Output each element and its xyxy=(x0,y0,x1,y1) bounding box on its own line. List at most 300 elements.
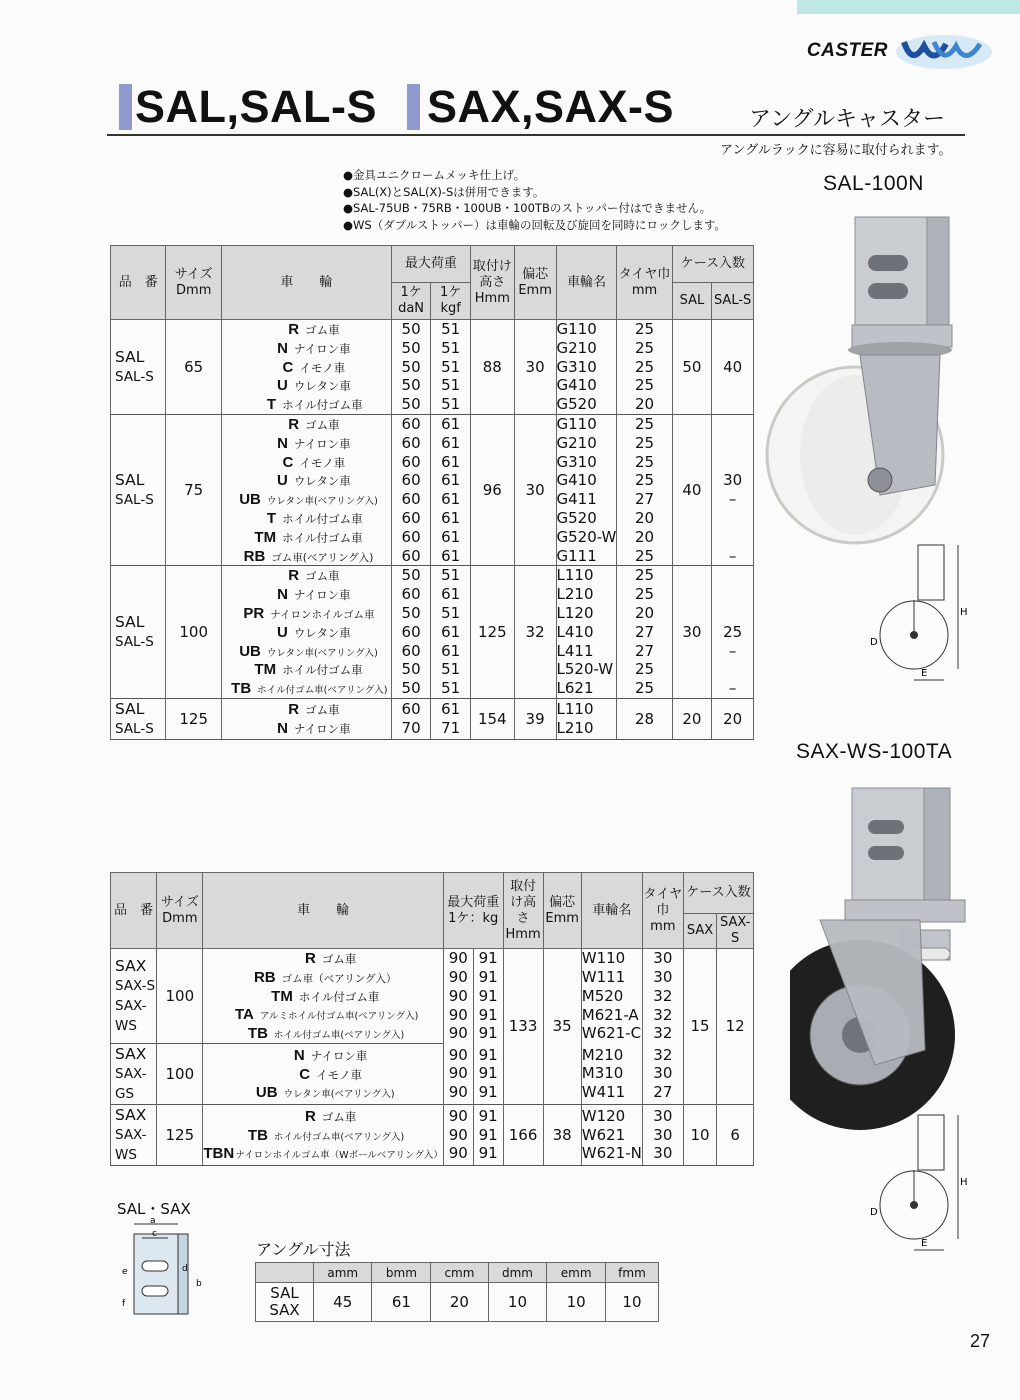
wheel-line-cell xyxy=(203,949,443,1044)
header-wheel: 車 輪 xyxy=(221,246,391,320)
load-value: 91 xyxy=(478,1024,498,1043)
header-height-unit: Hmm xyxy=(474,290,510,306)
tire-width-value: 25 xyxy=(634,357,655,376)
height-value: 125 xyxy=(470,566,514,699)
tire-width-value: 25 xyxy=(634,566,655,585)
header-offset-label: 偏芯 xyxy=(549,894,576,910)
offset-value: 30 xyxy=(514,320,556,415)
load-value: 91 xyxy=(478,968,498,987)
load-kgf-value: 61 xyxy=(441,641,461,660)
wheel-code: C xyxy=(299,1065,311,1083)
part-number xyxy=(111,1043,157,1104)
wheel-line-cell xyxy=(221,698,391,739)
page-title xyxy=(107,80,967,136)
case-qty-line: – xyxy=(728,679,737,698)
case-qty-value: 50 xyxy=(672,320,712,415)
wheel-line xyxy=(222,719,391,738)
load-value: 90 xyxy=(448,968,468,987)
page-number: 27 xyxy=(969,1331,990,1351)
wheel-name-value: G110 xyxy=(556,414,597,433)
part-number-line: SAL-S xyxy=(115,368,154,385)
wheel-name-value: W621-N xyxy=(581,1144,642,1163)
tire-width-value-cell xyxy=(642,1043,683,1104)
angle-dimension-value: 10 xyxy=(547,1283,606,1322)
case-qty-value: 40 xyxy=(712,320,754,415)
load-dan-value: 50 xyxy=(401,679,421,698)
load-kgf-value: 61 xyxy=(441,700,461,719)
part-number-line: SAL xyxy=(115,613,145,632)
tire-width-value: 20 xyxy=(634,603,655,622)
header-offset-unit: Emm xyxy=(545,910,579,926)
wheel-name-value: M520 xyxy=(581,986,624,1005)
wheel-line xyxy=(222,376,391,395)
load-value: 90 xyxy=(448,1106,468,1125)
header-offset xyxy=(543,873,581,949)
header-case-sal-s: SAL-S xyxy=(712,283,754,320)
tire-width-value: 30 xyxy=(653,1125,673,1144)
load-kgf-value: 61 xyxy=(441,527,461,546)
tire-width-value: 25 xyxy=(634,660,655,679)
diagram-h-label: H xyxy=(960,1177,968,1188)
angle-diagram-label: SAL・SAX xyxy=(117,1200,191,1218)
load-dan-value: 60 xyxy=(401,433,421,452)
wheel-line-cell xyxy=(221,566,391,699)
header-wheel: 車 輪 xyxy=(203,873,443,949)
load-kgf-value: 61 xyxy=(441,452,461,471)
wheel-name-value: G210 xyxy=(556,338,597,357)
wheel-code: C xyxy=(282,453,294,471)
wheel-type: ナイロン車 xyxy=(293,341,351,356)
load-dan-value: 50 xyxy=(401,376,421,395)
wheel-line xyxy=(203,1046,442,1065)
height-value: 166 xyxy=(503,1104,543,1165)
wheel-name-value-cell xyxy=(581,949,642,1044)
part-number-line: SAX-WS xyxy=(115,997,147,1034)
header-tire xyxy=(617,246,672,320)
wheel-type: ウレタン車 xyxy=(293,379,351,394)
wheel-name-value: G520-W xyxy=(556,527,617,546)
load-dan-value: 50 xyxy=(401,338,421,357)
load-dan-value: 50 xyxy=(401,660,421,679)
load-value: 90 xyxy=(448,949,468,968)
size-value: 100 xyxy=(157,949,203,1044)
tire-width-value: 25 xyxy=(634,452,655,471)
load-kgf-value: 61 xyxy=(441,585,461,604)
header-height-label: 取付け高さ xyxy=(510,878,537,926)
load-value: 91 xyxy=(478,986,498,1005)
title-sax: SAX,SAX-S xyxy=(427,81,675,132)
angle-b-label: b xyxy=(196,1279,202,1289)
title-sal: SAL,SAL-S xyxy=(135,81,378,132)
title-rule xyxy=(107,134,965,136)
header-height-label: 取付け高さ xyxy=(472,258,512,290)
load-dan-value: 50 xyxy=(401,566,421,585)
wheel-code: R xyxy=(288,567,300,585)
title-subtitle: アングルキャスター xyxy=(749,107,946,132)
wheel-type: ゴム車 xyxy=(305,569,340,584)
wheel-type: ホイル付ゴム車 xyxy=(282,530,363,545)
angle-column-header: cmm xyxy=(431,1263,488,1283)
tire-width-value: 30 xyxy=(653,1064,673,1083)
size-value: 100 xyxy=(166,566,221,699)
wheel-code: TM xyxy=(271,987,293,1005)
caster-photo-sax-ws-100ta xyxy=(790,780,990,1160)
size-value: 100 xyxy=(157,1043,203,1104)
part-number-line: SAL-S xyxy=(115,634,154,651)
wheel-line xyxy=(222,660,391,679)
part-number-line: SAL xyxy=(115,699,145,718)
load-kgf-value: 61 xyxy=(441,622,461,641)
header-case-sax-s: SAX-S xyxy=(717,914,754,949)
wheel-name-value: L411 xyxy=(556,641,594,660)
header-size-unit: Dmm xyxy=(176,282,212,298)
wheel-line xyxy=(222,415,391,434)
load-value: 91 xyxy=(478,1106,498,1125)
header-max-load: 最大荷重 xyxy=(391,246,470,283)
wheel-type: ゴム車 xyxy=(321,952,357,966)
load-value: 90 xyxy=(448,1045,468,1064)
wheel-line xyxy=(222,604,391,623)
wheel-code: R xyxy=(304,1107,316,1125)
wheel-code: R xyxy=(304,950,316,967)
wheel-code: TA xyxy=(234,1006,254,1024)
part-number-line: SAL xyxy=(115,471,145,490)
title-accent-bar xyxy=(119,84,132,130)
load-kgf-value: 61 xyxy=(441,471,461,490)
wheel-type: イモノ車 xyxy=(299,455,346,470)
offset-value: 30 xyxy=(514,414,556,565)
header-offset xyxy=(514,246,556,320)
wheel-code: TB xyxy=(247,1025,268,1043)
load-kgf-value: 51 xyxy=(441,603,461,622)
load-kgf-value: 51 xyxy=(441,679,461,698)
tire-width-value: 27 xyxy=(634,622,655,641)
load-kgf-value: 51 xyxy=(441,376,461,395)
header-height xyxy=(470,246,514,320)
wheel-name-value: W621-C xyxy=(581,1024,642,1043)
load-value-cell xyxy=(473,949,503,1044)
part-number xyxy=(111,698,166,739)
wheel-name-value-cell xyxy=(556,320,617,415)
wheel-line xyxy=(203,987,442,1006)
load-dan-value-cell xyxy=(391,566,431,699)
tire-width-value: 32 xyxy=(653,1024,673,1043)
wheel-code: TB xyxy=(247,1126,268,1144)
load-kgf-value: 51 xyxy=(441,660,461,679)
wheel-type: ナイロンホイルゴム車（Wボールベアリング入） xyxy=(235,1150,443,1162)
wheel-code: T xyxy=(266,509,277,527)
load-dan-value: 60 xyxy=(401,641,421,660)
wheel-type: ウレタン車(ベアリング入) xyxy=(266,496,378,508)
angle-column-header: fmm xyxy=(605,1263,658,1283)
angle-column-header: bmm xyxy=(372,1263,431,1283)
wheel-name-value: M621-A xyxy=(581,1005,639,1024)
wheel-line xyxy=(222,566,391,585)
wheel-name-value: G410 xyxy=(556,376,597,395)
load-dan-value: 60 xyxy=(401,622,421,641)
wheel-code: N xyxy=(277,339,288,357)
case-qty-line xyxy=(712,528,753,547)
load-value: 90 xyxy=(448,1144,468,1163)
part-number xyxy=(111,1104,157,1165)
wheel-type: ホイル付ゴム車 xyxy=(298,989,380,1004)
diagram-e-label: E xyxy=(921,1238,928,1249)
case-qty-line xyxy=(712,585,753,604)
wheel-type: ウレタン車 xyxy=(293,625,351,640)
load-dan-value: 50 xyxy=(401,357,421,376)
offset-value: 32 xyxy=(514,566,556,699)
wheel-line-cell xyxy=(203,1043,443,1104)
wheel-line xyxy=(222,453,391,472)
angle-dimension-value: 20 xyxy=(431,1283,488,1322)
wheel-name-value-cell xyxy=(556,698,617,739)
wheel-type: ナイロンホイルゴム車 xyxy=(270,608,375,621)
wheel-line xyxy=(222,528,391,547)
brand-mark xyxy=(807,32,994,70)
load-kgf-value-cell xyxy=(431,414,471,565)
header-dan-unit: daN xyxy=(398,301,425,316)
header-dan xyxy=(391,283,431,320)
load-kgf-value: 61 xyxy=(441,546,461,565)
load-dan-value: 60 xyxy=(401,527,421,546)
wheel-code: R xyxy=(288,701,300,719)
wheel-line xyxy=(222,509,391,528)
wheel-name-value: G411 xyxy=(556,490,597,509)
load-value: 90 xyxy=(448,1064,468,1083)
case-qty-value: 6 xyxy=(717,1104,754,1165)
case-qty-line xyxy=(712,453,753,472)
wheel-code: T xyxy=(266,396,277,414)
wheel-type: イモノ車 xyxy=(316,1067,363,1082)
wheel-line-cell xyxy=(221,414,391,565)
wheel-type: ホイル付ゴム車 xyxy=(282,511,363,526)
wheel-name-value: M210 xyxy=(581,1045,624,1064)
load-value: 91 xyxy=(478,1005,498,1024)
load-value: 90 xyxy=(448,1024,468,1043)
load-kgf-value-cell xyxy=(431,320,471,415)
table-row-group xyxy=(111,949,754,1044)
diagram-d-label: D xyxy=(870,637,878,648)
load-dan-value: 60 xyxy=(401,490,421,509)
wheel-code: UB xyxy=(239,642,261,660)
angle-row-sax: SAX xyxy=(269,1301,300,1319)
angle-dimension-table xyxy=(255,1262,659,1322)
wheel-code: R xyxy=(288,321,300,338)
load-value-cell xyxy=(443,1043,473,1104)
wheel-name-value: W120 xyxy=(581,1106,626,1125)
case-qty-line: – xyxy=(728,546,737,565)
wheel-line xyxy=(222,434,391,453)
tire-width-value: 20 xyxy=(634,508,655,527)
offset-value: 35 xyxy=(543,949,581,1105)
header-max-load xyxy=(443,873,503,949)
diagram-h-label: H xyxy=(960,607,968,618)
wheel-code: RB xyxy=(253,968,276,986)
load-value: 91 xyxy=(478,1045,498,1064)
tire-width-value: 30 xyxy=(653,968,673,987)
load-value-cell xyxy=(473,1104,503,1165)
angle-dimension-value: 61 xyxy=(372,1283,431,1322)
title-caption: アングルラックに容易に取付られます。 xyxy=(720,143,952,158)
model-label-top: SAL-100N xyxy=(823,172,924,195)
header-part-no: 品 番 xyxy=(111,873,157,949)
sax-spec-table xyxy=(110,872,754,1166)
tire-width-value: 20 xyxy=(634,527,655,546)
header-part-no: 品 番 xyxy=(111,246,166,320)
angle-dimension-value: 45 xyxy=(314,1283,372,1322)
load-kgf-value: 51 xyxy=(441,338,461,357)
header-tire-unit: mm xyxy=(631,282,658,298)
caster-dimension-diagram-1 xyxy=(866,540,976,690)
wheel-type: ホイル付ゴム車(ベアリング入) xyxy=(273,1131,405,1143)
model-label-bottom: SAX-WS-100TA xyxy=(796,740,953,763)
case-qty-line: 30 xyxy=(723,471,743,490)
table-row-group xyxy=(111,1043,754,1104)
load-value: 90 xyxy=(448,1083,468,1102)
case-qty-line xyxy=(712,604,753,623)
sal-spec-table xyxy=(110,245,754,740)
wheel-name-value: G110 xyxy=(556,320,597,338)
part-number xyxy=(111,414,166,565)
wheel-code: RB xyxy=(243,547,266,565)
table-row-group xyxy=(111,320,754,415)
header-offset-label: 偏芯 xyxy=(522,266,549,282)
tire-width-value: 20 xyxy=(634,395,655,414)
tire-width-value: 27 xyxy=(634,490,655,509)
wheel-line xyxy=(203,1065,442,1084)
part-number-line: SAX xyxy=(115,956,147,975)
wheel-code: U xyxy=(276,623,288,641)
part-number-line: SAX-WS xyxy=(115,1126,147,1163)
angle-e-label: e xyxy=(122,1267,128,1277)
load-value-cell xyxy=(443,949,473,1044)
wheel-code: N xyxy=(277,434,288,452)
load-dan-value: 50 xyxy=(401,320,421,338)
wheel-name-value: G310 xyxy=(556,357,597,376)
table-row-group xyxy=(111,1104,754,1165)
wheel-name-value-cell xyxy=(581,1104,642,1165)
load-kgf-value-cell xyxy=(431,566,471,699)
part-number-line: SAX xyxy=(115,1044,147,1063)
load-kgf-value: 51 xyxy=(441,566,461,585)
load-value: 90 xyxy=(448,986,468,1005)
wheel-code: UB xyxy=(239,491,261,509)
tire-width-value-cell xyxy=(617,566,672,699)
angle-column-header: dmm xyxy=(488,1263,547,1283)
case-qty-line xyxy=(712,509,753,528)
caster-photo-sal-100n xyxy=(760,205,1000,595)
wheel-type: ゴム車 xyxy=(305,323,340,337)
wheel-line-cell xyxy=(221,320,391,415)
load-dan-value: 60 xyxy=(401,452,421,471)
wheel-type: ホイル付ゴム車 xyxy=(282,663,363,678)
header-offset-unit: Emm xyxy=(518,282,552,298)
wheel-name-value: L210 xyxy=(556,718,594,737)
tire-width-value: 30 xyxy=(653,949,673,968)
case-qty-line xyxy=(712,660,753,679)
header-case-sax: SAX xyxy=(683,914,717,949)
wheel-type: ナイロン車 xyxy=(293,588,351,603)
wheel-code: TBN xyxy=(203,1145,235,1163)
height-value: 133 xyxy=(503,949,543,1105)
wheel-code: TB xyxy=(231,680,252,698)
header-wheel-name: 車輪名 xyxy=(556,246,617,320)
case-qty-value: 20 xyxy=(712,698,754,739)
load-dan-value: 60 xyxy=(401,508,421,527)
wheel-line xyxy=(222,358,391,377)
wheel-type: ウレタン車(ベアリング入) xyxy=(266,647,378,659)
load-value: 90 xyxy=(448,1125,468,1144)
angle-column-header: emm xyxy=(547,1263,606,1283)
case-qty-line xyxy=(712,415,753,434)
angle-dimension-value: 10 xyxy=(605,1283,658,1322)
load-kgf-value: 71 xyxy=(441,718,461,737)
wheel-code: TM xyxy=(254,528,277,546)
case-qty-line: – xyxy=(728,641,737,660)
wheel-line xyxy=(203,949,442,968)
wheel-name-value: G410 xyxy=(556,471,597,490)
case-qty-line: – xyxy=(728,490,737,509)
height-value: 88 xyxy=(470,320,514,415)
tire-width-value: 28 xyxy=(617,698,672,739)
case-qty-line xyxy=(712,434,753,453)
wheel-name-value: L210 xyxy=(556,585,594,604)
angle-dimension-diagram xyxy=(112,1216,212,1326)
tire-width-value: 27 xyxy=(653,1083,673,1102)
wheel-line xyxy=(203,1083,442,1102)
tire-width-value-cell xyxy=(617,414,672,565)
header-max-load-label: 最大荷重 xyxy=(447,894,500,910)
wheel-code: N xyxy=(277,719,288,737)
load-dan-value: 70 xyxy=(401,718,421,737)
wheel-name-value: L110 xyxy=(556,700,594,719)
tire-width-value-cell xyxy=(642,949,683,1044)
wheel-name-value: G210 xyxy=(556,433,597,452)
angle-c-label: c xyxy=(152,1229,157,1239)
load-dan-value-cell xyxy=(391,414,431,565)
wheel-name-value: G310 xyxy=(556,452,597,471)
wheel-type: ゴム車 xyxy=(305,417,340,432)
tire-width-value: 32 xyxy=(653,1045,673,1064)
wheel-name-value: W411 xyxy=(581,1083,626,1102)
part-number-line: SAX xyxy=(115,1105,147,1124)
case-qty-value xyxy=(712,566,754,699)
table-row-group xyxy=(111,566,754,699)
wheel-name-value: L120 xyxy=(556,603,594,622)
diagram-d-label: D xyxy=(870,1207,878,1218)
wheel-name-value-cell xyxy=(556,566,617,699)
case-qty-value: 12 xyxy=(717,949,754,1105)
wheel-type: ホイル付ゴム車 xyxy=(282,398,363,413)
wheel-name-value: M310 xyxy=(581,1064,624,1083)
load-dan-value: 60 xyxy=(401,585,421,604)
feature-notes xyxy=(343,167,726,233)
case-qty-line: 25 xyxy=(723,622,743,641)
load-kgf-value: 51 xyxy=(441,395,461,414)
wheel-type: ゴム車 xyxy=(305,703,340,718)
wheel-line-cell xyxy=(203,1104,443,1165)
part-number-line: SAL-S xyxy=(115,492,154,509)
tire-width-value: 25 xyxy=(634,585,655,604)
load-dan-value-cell xyxy=(391,698,431,739)
part-number-line: SAX-GS xyxy=(115,1065,147,1102)
load-kgf-value: 61 xyxy=(441,433,461,452)
wheel-line xyxy=(222,679,391,698)
header-kgf-unit: kgf xyxy=(440,301,461,316)
corner-tab xyxy=(797,0,1020,14)
wheel-line xyxy=(222,339,391,358)
diagram-e-label: E xyxy=(921,668,928,679)
